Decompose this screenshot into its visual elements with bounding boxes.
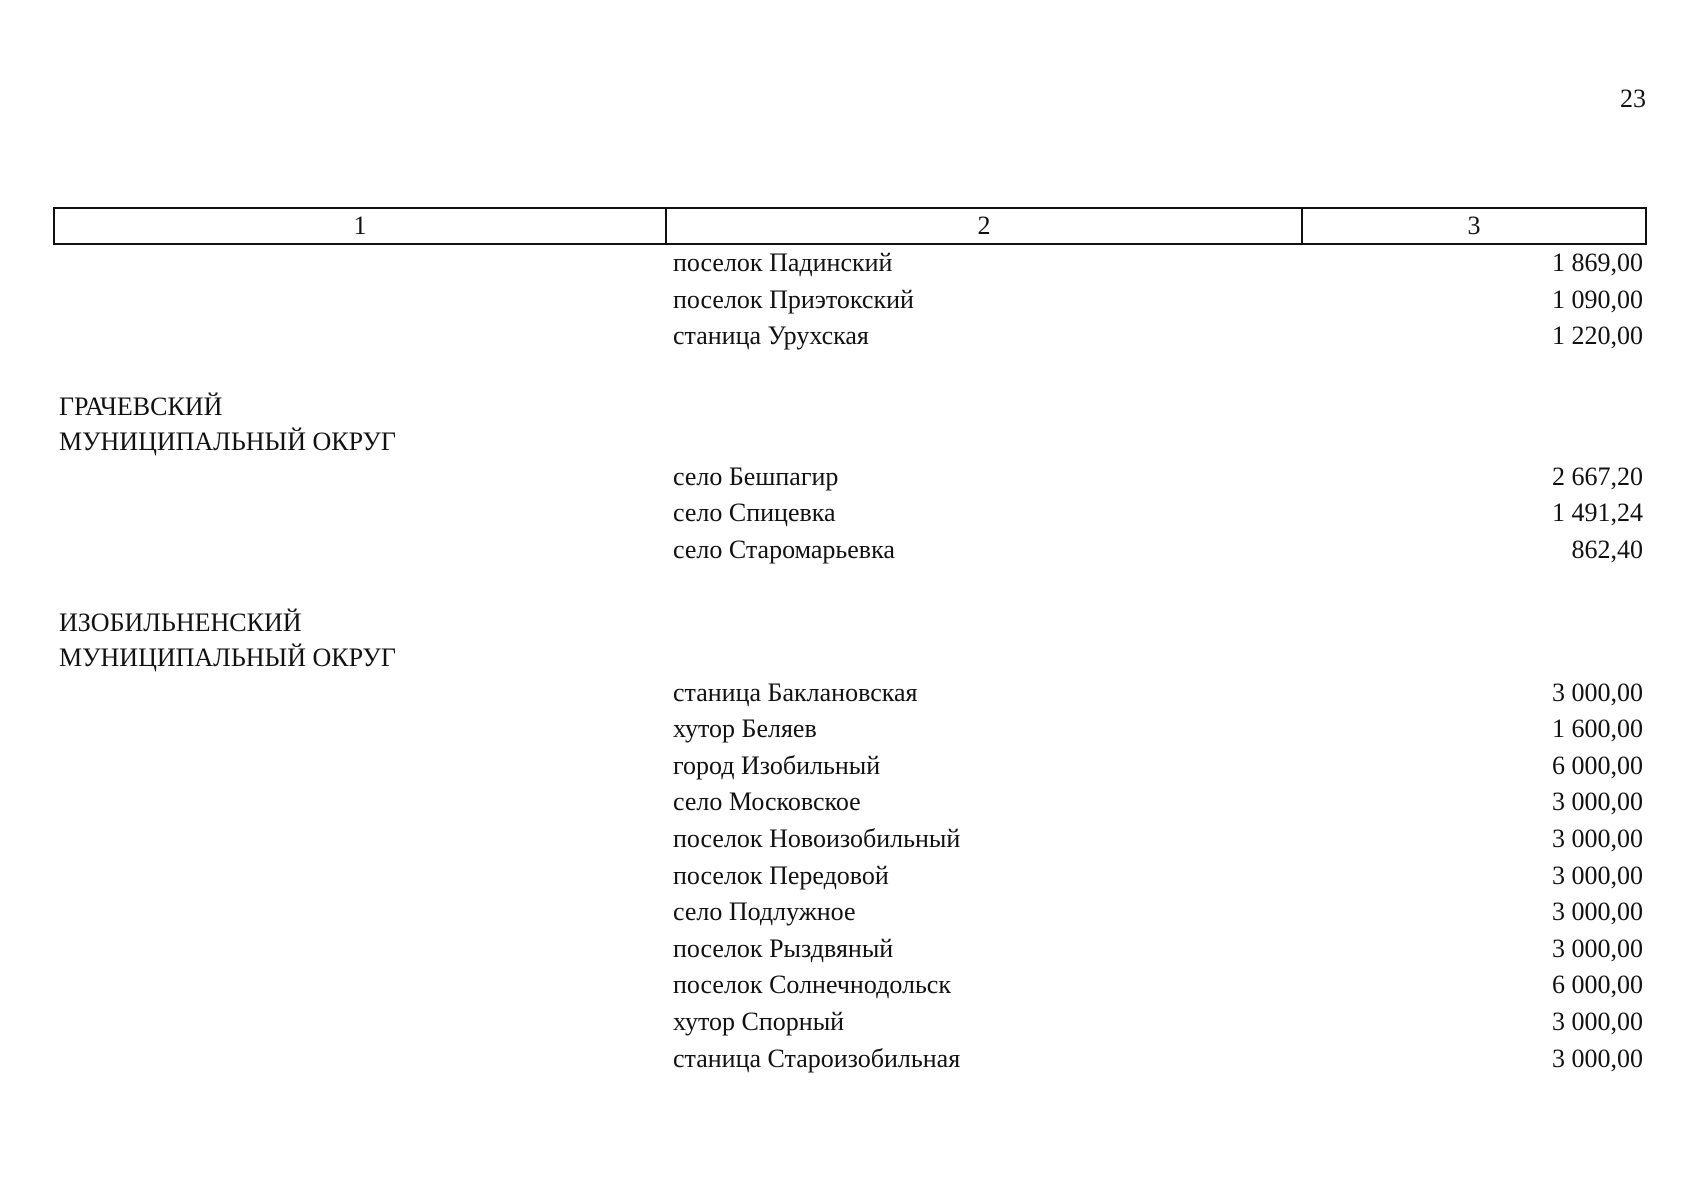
table-body [53,245,1647,1077]
district-title [53,605,659,675]
settlement-name: хутор Спорный [673,1006,845,1036]
table-row [53,967,1647,1004]
header-cell-3: 3 [1467,211,1481,240]
settlement-name: поселок Рыздвяный [673,933,894,963]
table-row [53,459,1647,496]
settlement-name: село Бешпагир [673,461,839,491]
settlement-value: 3 000,00 [1552,1043,1643,1073]
table-row [53,821,1647,858]
table-row [53,858,1647,895]
district-title [53,389,659,459]
settlement-value: 2 667,20 [1552,461,1643,491]
header-cell-1: 1 [55,209,667,243]
settlement-name: город Изобильный [673,750,881,780]
settlement-name: поселок Новоизобильный [673,823,961,853]
table-row [53,245,1647,282]
settlement-name: село Старомарьевка [673,534,895,564]
settlement-value: 6 000,00 [1552,970,1643,1000]
page-number: 23 [1620,84,1646,113]
settlement-value: 1 491,24 [1552,498,1643,528]
settlement-name: поселок Солнечнодольск [673,970,951,1000]
settlement-value: 3 000,00 [1552,787,1643,817]
settlement-value: 1 600,00 [1552,714,1643,744]
settlement-name: станица Баклановская [673,677,918,707]
district-title-line1: ИЗОБИЛЬНЕНСКИЙ [59,607,302,637]
district-title-line1: ГРАЧЕВСКИЙ [59,391,223,421]
settlement-value: 3 000,00 [1552,823,1643,853]
settlement-value: 6 000,00 [1552,750,1643,780]
table-row [53,784,1647,821]
settlement-value: 1 220,00 [1552,321,1643,351]
settlement-name: станица Староизобильная [673,1043,961,1073]
table-row [53,931,1647,968]
settlement-value: 3 000,00 [1552,933,1643,963]
settlement-name: станица Урухская [673,321,869,351]
table-row [53,1004,1647,1041]
header-cell-2: 2 [667,209,1303,243]
district-title-line2: МУНИЦИПАЛЬНЫЙ ОКРУГ [59,426,396,456]
settlement-value: 862,40 [1571,534,1643,564]
settlement-name: поселок Передовой [673,860,889,890]
table-row [53,282,1647,319]
district-title-line2: МУНИЦИПАЛЬНЫЙ ОКРУГ [59,642,396,672]
settlement-name: поселок Приэтокский [673,284,914,314]
table-row [53,318,1647,355]
table-row [53,748,1647,785]
table-row [53,532,1647,569]
table-row [53,1041,1647,1078]
settlement-name: хутор Беляев [673,714,817,744]
table-row [53,711,1647,748]
table-row [53,495,1647,532]
settlement-name: село Московское [673,787,861,817]
settlement-name: село Подлужное [673,897,856,927]
settlement-name: поселок Падинский [673,248,893,277]
settlement-value: 3 000,00 [1552,1006,1643,1036]
settlement-value: 1 869,00 [1552,248,1643,277]
settlement-name: село Спицевка [673,498,836,528]
table-row [53,675,1647,712]
settlement-value: 1 090,00 [1552,284,1643,314]
table-header [53,207,1647,245]
table-row [53,894,1647,931]
settlement-value: 3 000,00 [1552,860,1643,890]
settlement-value: 3 000,00 [1552,897,1643,927]
settlement-value: 3 000,00 [1552,677,1643,707]
